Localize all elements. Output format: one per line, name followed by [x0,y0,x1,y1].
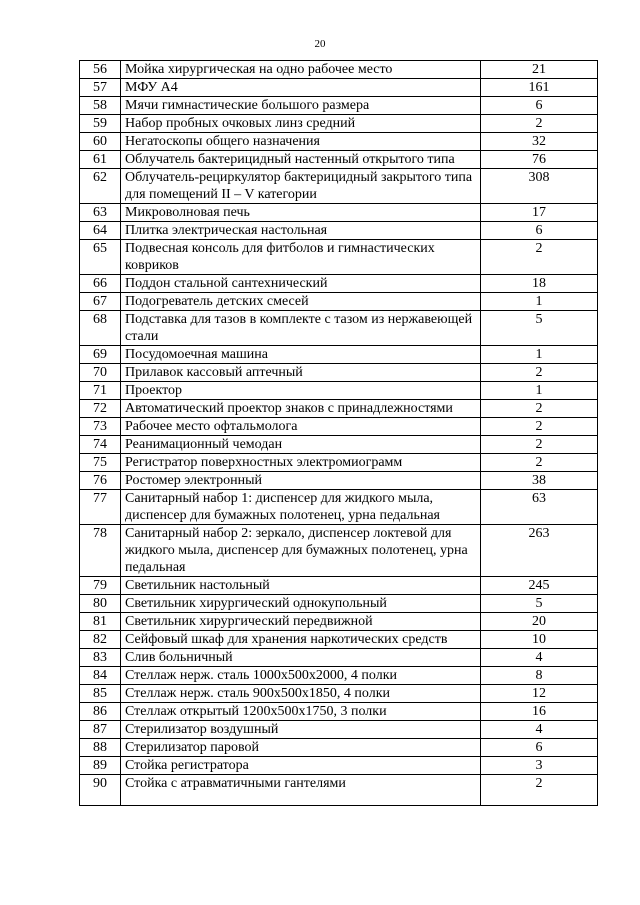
row-number-cell: 82 [80,631,121,649]
row-number-cell: 85 [80,685,121,703]
item-name-cell: Мойка хирургическая на одно рабочее место [121,61,481,79]
table-row [80,382,598,400]
item-name-cell: Реанимационный чемодан [121,436,481,454]
row-number-cell: 72 [80,400,121,418]
quantity-cell: 2 [481,454,598,472]
table-row [80,364,598,382]
item-name-cell: Мячи гимнастические большого размера [121,97,481,115]
table-row [80,667,598,685]
quantity-cell: 6 [481,222,598,240]
item-name-cell: Подогреватель детских смесей [121,293,481,311]
item-name-cell: Автоматический проектор знаков с принадлежностями [121,400,481,418]
item-name-cell: Светильник хирургический передвижной [121,613,481,631]
table-row [80,775,598,806]
table-row [80,454,598,472]
table-row [80,418,598,436]
quantity-cell: 5 [481,595,598,613]
table-row [80,595,598,613]
table-row [80,400,598,418]
quantity-cell: 10 [481,631,598,649]
page-number: 20 [314,38,326,50]
quantity-cell: 2 [481,418,598,436]
quantity-cell: 21 [481,61,598,79]
row-number-cell: 66 [80,275,121,293]
row-number-cell: 80 [80,595,121,613]
item-name-cell: Микроволновая печь [121,204,481,222]
item-name-cell: Стеллаж открытый 1200х500х1750, 3 полки [121,703,481,721]
table-row [80,490,598,525]
row-number-cell: 70 [80,364,121,382]
row-number-cell: 67 [80,293,121,311]
item-name-cell: Проектор [121,382,481,400]
quantity-cell: 18 [481,275,598,293]
row-number-cell: 81 [80,613,121,631]
row-number-cell: 88 [80,739,121,757]
table-row [80,346,598,364]
item-name-cell: Подставка для тазов в комплекте с тазом из нержавеющей стали [121,311,481,346]
row-number-cell: 71 [80,382,121,400]
table-row [80,240,598,275]
table-row [80,721,598,739]
quantity-cell: 63 [481,490,598,525]
quantity-cell: 2 [481,400,598,418]
item-name-cell: Регистратор поверхностных электромиограмм [121,454,481,472]
item-name-cell: Санитарный набор 1: диспенсер для жидкого мыла, диспенсер для бумажных полотенец, урна педальная [121,490,481,525]
table-row [80,703,598,721]
table-row [80,311,598,346]
row-number-cell: 69 [80,346,121,364]
row-number-cell: 84 [80,667,121,685]
quantity-cell: 20 [481,613,598,631]
quantity-cell: 6 [481,739,598,757]
item-name-cell: Стеллаж нерж. сталь 1000х500х2000, 4 полки [121,667,481,685]
table-row [80,757,598,775]
table-row [80,472,598,490]
row-number-cell: 59 [80,115,121,133]
quantity-cell: 32 [481,133,598,151]
row-number-cell: 86 [80,703,121,721]
table-row [80,222,598,240]
row-number-cell: 74 [80,436,121,454]
table-row [80,436,598,454]
quantity-cell: 1 [481,382,598,400]
item-name-cell: Санитарный набор 2: зеркало, диспенсер локтевой для жидкого мыла, диспенсер для бумажных полотенец, урна педальная [121,525,481,577]
row-number-cell: 64 [80,222,121,240]
quantity-cell: 4 [481,721,598,739]
table-row [80,649,598,667]
item-name-cell: Стерилизатор воздушный [121,721,481,739]
quantity-cell: 2 [481,364,598,382]
quantity-cell: 2 [481,775,598,806]
row-number-cell: 65 [80,240,121,275]
item-name-cell: Негатоскопы общего назначения [121,133,481,151]
item-name-cell: Ростомер электронный [121,472,481,490]
table-row [80,275,598,293]
table-row [80,115,598,133]
item-name-cell: Стойка регистратора [121,757,481,775]
quantity-cell: 1 [481,346,598,364]
table-row [80,613,598,631]
table-row [80,293,598,311]
item-name-cell: Прилавок кассовый аптечный [121,364,481,382]
row-number-cell: 58 [80,97,121,115]
item-name-cell: Стойка с атравматичными гантелями [121,775,481,806]
row-number-cell: 68 [80,311,121,346]
item-name-cell: Стеллаж нерж. сталь 900х500х1850, 4 полки [121,685,481,703]
quantity-cell: 38 [481,472,598,490]
item-name-cell: Посудомоечная машина [121,346,481,364]
item-name-cell: Поддон стальной сантехнический [121,275,481,293]
row-number-cell: 89 [80,757,121,775]
row-number-cell: 60 [80,133,121,151]
quantity-cell: 6 [481,97,598,115]
item-name-cell: Светильник настольный [121,577,481,595]
item-name-cell: Светильник хирургический однокупольный [121,595,481,613]
row-number-cell: 77 [80,490,121,525]
equipment-table [79,60,598,806]
item-name-cell: Рабочее место офтальмолога [121,418,481,436]
quantity-cell: 76 [481,151,598,169]
item-name-cell: Облучатель бактерицидный настенный открытого типа [121,151,481,169]
table-row [80,151,598,169]
row-number-cell: 61 [80,151,121,169]
quantity-cell: 263 [481,525,598,577]
quantity-cell: 1 [481,293,598,311]
row-number-cell: 63 [80,204,121,222]
row-number-cell: 57 [80,79,121,97]
quantity-cell: 2 [481,240,598,275]
row-number-cell: 78 [80,525,121,577]
item-name-cell: Набор пробных очковых линз средний [121,115,481,133]
quantity-cell: 245 [481,577,598,595]
table-row [80,577,598,595]
quantity-cell: 8 [481,667,598,685]
row-number-cell: 87 [80,721,121,739]
table-row [80,525,598,577]
equipment-table-body [80,61,598,806]
row-number-cell: 90 [80,775,121,806]
item-name-cell: Плитка электрическая настольная [121,222,481,240]
quantity-cell: 5 [481,311,598,346]
table-row [80,97,598,115]
row-number-cell: 75 [80,454,121,472]
item-name-cell: Слив больничный [121,649,481,667]
quantity-cell: 2 [481,436,598,454]
quantity-cell: 308 [481,169,598,204]
table-row [80,133,598,151]
row-number-cell: 76 [80,472,121,490]
row-number-cell: 62 [80,169,121,204]
item-name-cell: Облучатель-рециркулятор бактерицидный закрытого типа для помещений II – V категории [121,169,481,204]
quantity-cell: 17 [481,204,598,222]
item-name-cell: Подвесная консоль для фитболов и гимнастических ковриков [121,240,481,275]
quantity-cell: 4 [481,649,598,667]
row-number-cell: 83 [80,649,121,667]
quantity-cell: 16 [481,703,598,721]
quantity-cell: 12 [481,685,598,703]
row-number-cell: 79 [80,577,121,595]
table-row [80,685,598,703]
table-row [80,169,598,204]
row-number-cell: 56 [80,61,121,79]
item-name-cell: МФУ А4 [121,79,481,97]
item-name-cell: Стерилизатор паровой [121,739,481,757]
row-number-cell: 73 [80,418,121,436]
table-row [80,631,598,649]
table-row [80,79,598,97]
quantity-cell: 161 [481,79,598,97]
item-name-cell: Сейфовый шкаф для хранения наркотических средств [121,631,481,649]
quantity-cell: 3 [481,757,598,775]
table-row [80,739,598,757]
quantity-cell: 2 [481,115,598,133]
table-row [80,204,598,222]
table-row [80,61,598,79]
